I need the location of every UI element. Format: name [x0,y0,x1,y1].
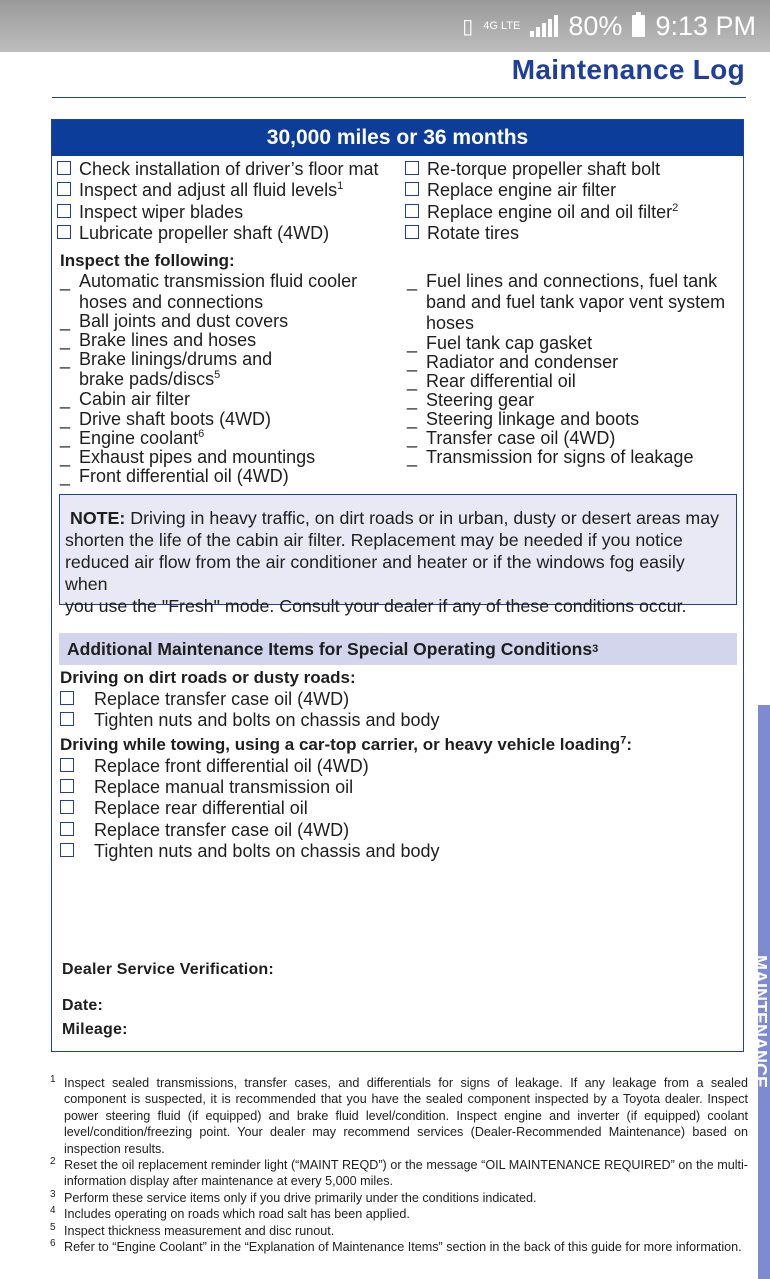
footnote-ref: 7 [620,734,627,747]
checklist-item[interactable] [405,202,678,223]
checkbox[interactable] [60,691,74,705]
inspect-item-cont: hoses and connections [79,292,264,312]
checklist-item[interactable] [60,798,308,819]
checklist-label: Tighten nuts and bolts on chassis and body [94,841,440,861]
date-label: Date: [62,997,104,1014]
lte-icon: 4G LTE [483,19,521,32]
additional-maintenance-header: Additional Maintenance Items for Special Operating Conditions 3 [59,633,737,665]
title-divider [52,97,746,98]
inspect-item-cont: hoses [426,313,475,333]
side-tab-label: MAINTENANCE [750,955,770,1088]
mileage-label: Mileage: [62,1021,128,1038]
checklist-item[interactable] [60,756,369,777]
inspect-item: _ Engine coolant$^6$ [60,428,205,448]
note-text: Driving in heavy traffic, on dirt roads or in urban, dusty or desert areas may [125,508,719,528]
checklist-label: Replace manual transmission oil [94,777,354,797]
inspect-item: _ Transfer case oil (4WD) [407,428,616,448]
page-title: Maintenance Log [511,54,745,85]
footnote: 4 Includes operating on roads which road salt has been applied. [50,1205,410,1222]
checklist-item[interactable] [60,777,353,798]
battery-percent: 80% [568,10,623,41]
checklist-item[interactable] [60,820,349,841]
status-icons [462,8,756,44]
dealer-verification-label: Dealer Service Verification: [62,961,274,978]
checkbox[interactable] [405,182,419,196]
checklist-item[interactable] [60,689,349,710]
checklist-label: Replace transfer case oil (4WD) [94,820,350,840]
checklist-label: Tighten nuts and bolts on chassis and body [94,710,440,730]
checklist-label: Lubricate propeller shaft (4WD) [79,223,330,243]
inspect-item: _ Automatic transmission fluid cooler [60,271,358,291]
footnote-ref: 6 [198,428,205,440]
footnote: 5 Inspect thickness measurement and disc runout. [50,1221,335,1238]
inspect-item: _ Radiator and condenser [407,352,619,372]
checkbox[interactable] [57,204,71,218]
inspect-item: _ Fuel tank cap gasket [407,333,593,353]
note-box [59,494,737,616]
footnote-ref: 5 [214,369,221,381]
checkbox[interactable] [405,161,419,175]
clock: 9:13 PM [655,10,756,41]
checkbox[interactable] [57,161,71,175]
inspect-item: _ Brake lines and hoses [60,330,257,350]
checkbox[interactable] [60,800,74,814]
inspect-item-cont: brake pads/discs$^5$ [79,369,221,389]
battery-icon [632,15,645,37]
checklist-item[interactable] [57,159,378,180]
checklist-label: Replace engine oil and oil filter [427,202,673,222]
checkbox[interactable] [60,712,74,726]
checklist-item[interactable] [57,202,243,223]
interval-header: 30,000 miles or 36 months [52,120,743,156]
inspect-item-cont: band and fuel tank vapor vent system [426,292,726,312]
inspect-item: _ Brake linings/drums and [60,349,273,369]
checklist-item[interactable] [405,180,616,201]
inspect-item: _ Steering gear [407,390,535,410]
inspect-item: _ Ball joints and dust covers [60,311,289,331]
checklist-item[interactable] [60,710,440,731]
checklist-label: Replace engine air filter [427,180,617,200]
checklist-label: Rotate tires [427,223,520,243]
checklist-label: Check installation of driver’s floor mat [79,159,379,179]
signal-icon [530,15,558,37]
inspect-item: _ Fuel lines and connections, fuel tank [407,271,718,291]
inspect-item: _ Front differential oil (4WD) [60,466,289,486]
footnotes [48,1075,748,1255]
inspect-item: _ Rear differential oil [407,371,576,391]
checklist-item[interactable] [57,180,343,201]
status-bar [0,0,770,52]
footnote: 1 Inspect sealed transmissions, transfer cases, and differentials for signs of leakage. If any leakage from a sealed component is suspected, it is recommended that you have the sealed component inspected by a Toyota dealer. Inspect power steering fluid (if equipped) and brake fluid level/condition. Inspect engine and inverter (if equipped) coolant level/condition/freezing point. Your dealer may recommend services (Dealer-Recommended Maintenance) based on inspection results. [50,1074,748,1156]
checklist-label: Replace rear differential oil [94,798,308,818]
note-text: you use the "Fresh" mode. Consult your dealer if any of these conditions occur. [65,596,687,616]
note-text: reduced air flow from the air conditioner and heater or if the windows fog easily when [65,552,685,594]
checklist-item[interactable] [60,841,440,862]
checkbox[interactable] [405,204,419,218]
inspect-item: _ Exhaust pipes and mountings [60,447,316,467]
note-label: NOTE: [70,508,126,528]
checkbox[interactable] [60,822,74,836]
checklist-label: Re-torque propeller shaft bolt [427,159,661,179]
inspect-item: _ Cabin air filter [60,389,191,409]
checklist-label: Inspect wiper blades [79,202,244,222]
footnote-ref: 2 [672,202,679,214]
footnote: 3 Perform these service items only if you drive primarily under the conditions indicated. [50,1188,537,1205]
checkbox[interactable] [405,225,419,239]
checkbox[interactable] [60,758,74,772]
dirt-roads-heading: Driving on dirt roads or dusty roads: [60,668,356,687]
checkbox[interactable] [57,225,71,239]
checkbox[interactable] [60,843,74,857]
towing-heading: Driving while towing, using a car-top carrier, or heavy vehicle loading$^7$: [60,734,632,754]
inspect-heading: Inspect the following: [60,251,235,270]
note-text: shorten the life of the cabin air filter. Replacement may be needed if you notice [65,530,683,550]
checklist-item[interactable] [57,223,329,244]
checkbox[interactable] [57,182,71,196]
footnote: 6 Refer to “Engine Coolant” in the “Explanation of Maintenance Items” section in the back of this guide for more information. [50,1238,742,1255]
checklist-label: Replace transfer case oil (4WD) [94,689,350,709]
vibrate-icon: ▯ [462,15,474,38]
section-side-tab [750,705,770,1279]
inspect-item: _ Drive shaft boots (4WD) [60,409,272,429]
checklist-label: Replace front differential oil (4WD) [94,756,369,776]
checklist-item[interactable] [405,223,519,244]
inspect-item: _ Transmission for signs of leakage [407,447,694,467]
checkbox[interactable] [60,779,74,793]
inspect-item: _ Steering linkage and boots [407,409,640,429]
checklist-label: Inspect and adjust all fluid levels [79,180,338,200]
footnote: 2 Reset the oil replacement reminder light (“MAINT REQD”) or the message “OIL MAINTENANCE REQUIRED” on the multi-information display after maintenance at every 5,000 miles. [50,1156,748,1189]
footnote-ref: 1 [337,180,344,192]
checklist-item[interactable] [405,159,660,180]
